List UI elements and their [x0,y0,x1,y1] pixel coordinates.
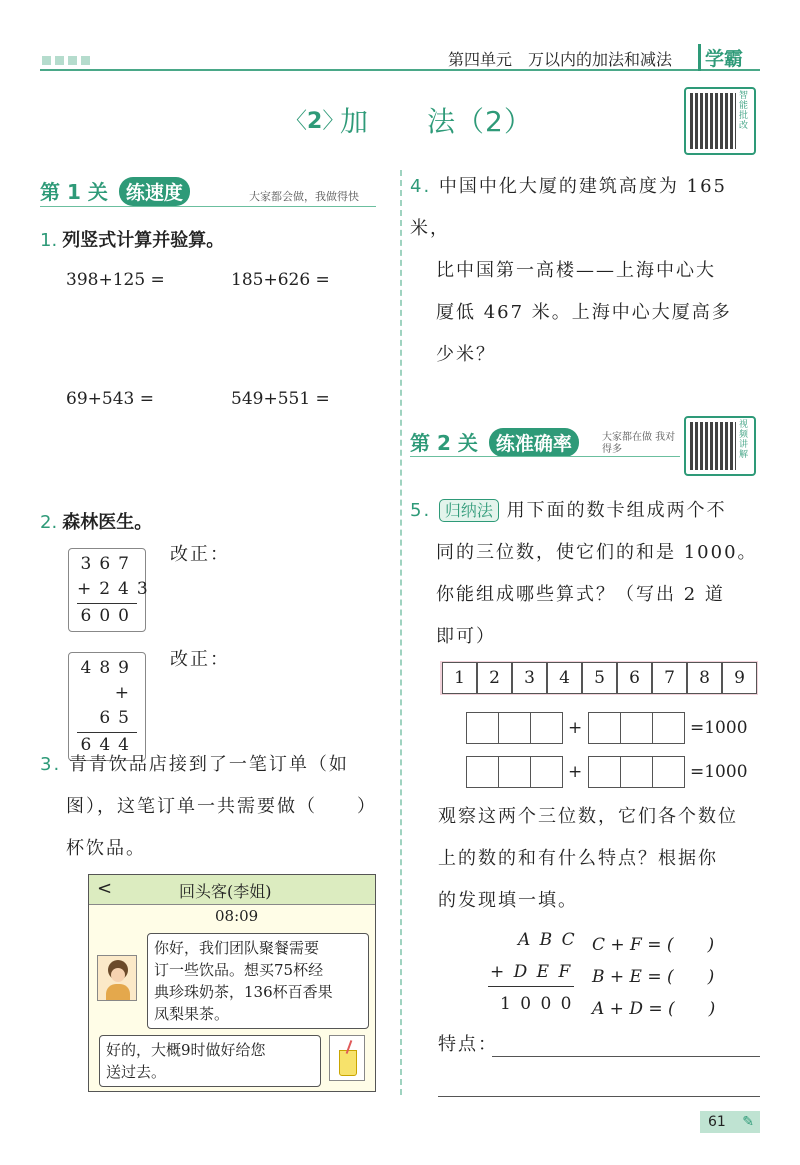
question-5 [410,490,770,658]
number-card: 6 [617,662,652,694]
calc-line: +243 [77,579,156,599]
level-label: 第 2 关 [410,431,478,455]
answer-line[interactable] [438,1096,760,1097]
digit-box[interactable] [498,712,531,744]
sum-rule [488,986,574,987]
question-line: 厦低 467 米。上海中心大厦高多 [436,302,732,323]
question-line: 上的数的和有什么特点？根据你 [438,848,718,869]
lesson-number-badge: 〈2〉 [285,109,345,134]
chat-message-shop [99,1035,321,1087]
chat-title-bar [89,875,375,905]
level-1-header [40,176,190,206]
number-card: 8 [687,662,722,694]
fix-label: 改正： [170,649,230,670]
answer-line[interactable] [492,1056,760,1057]
question-line: 同的三位数，使它们的和是 1000。 [436,542,758,563]
chat-contact: 回头客(李姐) [179,882,272,901]
brand-logo: 学霸 [698,44,743,71]
digit-box[interactable] [588,756,621,788]
question-line: 杯饮品。 [66,838,146,859]
lesson-title: 加 法（2） [340,105,533,138]
level-rule [410,456,680,457]
level-pill: 练速度 [119,177,190,206]
abc-line: A B C [518,930,577,950]
column-divider [400,170,402,1095]
unit-title: 第四单元 万以内的加法和减法 [448,50,673,69]
digit-box[interactable] [620,756,653,788]
level-2-header [410,427,579,457]
level-note: 大家都会做，我做得快 [249,190,359,203]
vertical-calc [68,548,156,632]
number-card: 2 [477,662,512,694]
calc-line: 367 [80,554,137,574]
digit-box[interactable] [498,756,531,788]
question-number: 5. [410,500,432,521]
relation: B + E = ( ) [592,967,715,987]
message-line: 你好，我们团队聚餐需要 [154,939,320,957]
pencil-icon: ✎ [742,1114,754,1130]
qr-pattern-icon [690,93,736,149]
question-number: 1. [40,230,58,251]
def-line: + D E F [490,962,573,982]
qr-tag: 视频讲解 [739,420,749,460]
chat-time: 08:09 [215,907,259,925]
equation: 69+543 = [66,389,154,409]
page-number-text: 61 [708,1114,726,1130]
level-label: 第 1 关 [40,180,108,204]
digit-box[interactable] [588,712,621,744]
digit-box[interactable] [530,756,563,788]
header-square [42,56,51,65]
message-line: 送过去。 [106,1063,167,1081]
method-tag: 归纳法 [439,499,499,522]
number-card: 1 [442,662,477,694]
question-line: 的发现填一填。 [438,890,578,911]
message-line: 好的，大概9时做好给您 [106,1041,266,1059]
question-number: 4. [410,176,432,197]
header-square [55,56,64,65]
question-line: 少米？ [436,344,496,365]
chat-screenshot [88,874,376,1092]
digit-box[interactable] [466,756,499,788]
number-card: 4 [547,662,582,694]
message-line: 凤梨果茶。 [154,1005,230,1023]
question-text: 列竖式计算并验算。 [62,230,225,251]
header-square [68,56,77,65]
question-line: 即可） [436,626,496,647]
question-4 [410,166,770,376]
plus-sign: + [568,762,583,782]
observation-text [438,796,768,922]
calc-sum: 644 [77,732,137,758]
relation: A + D = ( ) [592,999,716,1019]
number-card: 3 [512,662,547,694]
relation: C + F = ( ) [592,935,715,955]
question-number: 2. [40,512,58,533]
back-icon: < [97,878,113,899]
question-text: 森林医生。 [62,512,153,533]
plus-sign: + [568,718,583,738]
question-2 [40,508,152,534]
level-pill: 练准确率 [489,428,579,457]
question-line: 用下面的数卡组成两个不 [506,500,727,521]
question-line: 中国中化大厦的建筑高度为 165 米， [410,176,727,239]
level-note: 大家都在做 我对得多 [602,432,676,455]
digit-box[interactable] [466,712,499,744]
question-line: 观察这两个三位数，它们各个数位 [438,806,738,827]
calc-line: + 65 [99,683,137,728]
page-number [700,1111,760,1133]
question-3 [40,744,395,870]
message-line: 订一些饮品。想买75杯经 [154,961,324,979]
equation: 549+551 = [231,389,330,409]
qr-code-grading[interactable] [684,87,756,155]
chat-message-customer [147,933,369,1029]
qr-pattern-icon [690,422,736,470]
calc-sum: 600 [77,603,137,629]
result-label: =1000 [690,762,748,782]
question-line: 图），这笔订单一共需要做（ ） [66,796,377,817]
qr-tag: 智能批改 [739,91,749,131]
header-square [81,56,90,65]
total-line: 1 0 0 0 [500,994,574,1014]
number-card: 7 [652,662,687,694]
result-label: =1000 [690,718,748,738]
question-number: 3. [40,754,62,775]
number-card: 9 [722,662,757,694]
digit-box[interactable] [620,712,653,744]
avatar-woman-icon [97,955,137,1001]
question-line: 你能组成哪些算式？（写出 2 道 [436,584,725,605]
equation: 185+626 = [231,270,330,290]
equation: 398+125 = [66,270,165,290]
question-line: 青青饮品店接到了一笔订单（如 [68,754,349,775]
qr-code-video[interactable] [684,416,756,476]
number-card: 5 [582,662,617,694]
digit-box[interactable] [652,756,685,788]
calc-line: 489 [80,658,137,678]
digit-box[interactable] [652,712,685,744]
level-rule [40,206,376,207]
digit-box[interactable] [530,712,563,744]
message-line: 典珍珠奶茶，136杯百香果 [154,983,333,1001]
question-1 [40,226,224,252]
fix-label: 改正： [170,544,230,565]
question-line: 比中国第一高楼——上海中心大 [436,260,716,281]
drink-cup-icon [329,1035,365,1081]
feature-label: 特点： [438,1034,498,1055]
